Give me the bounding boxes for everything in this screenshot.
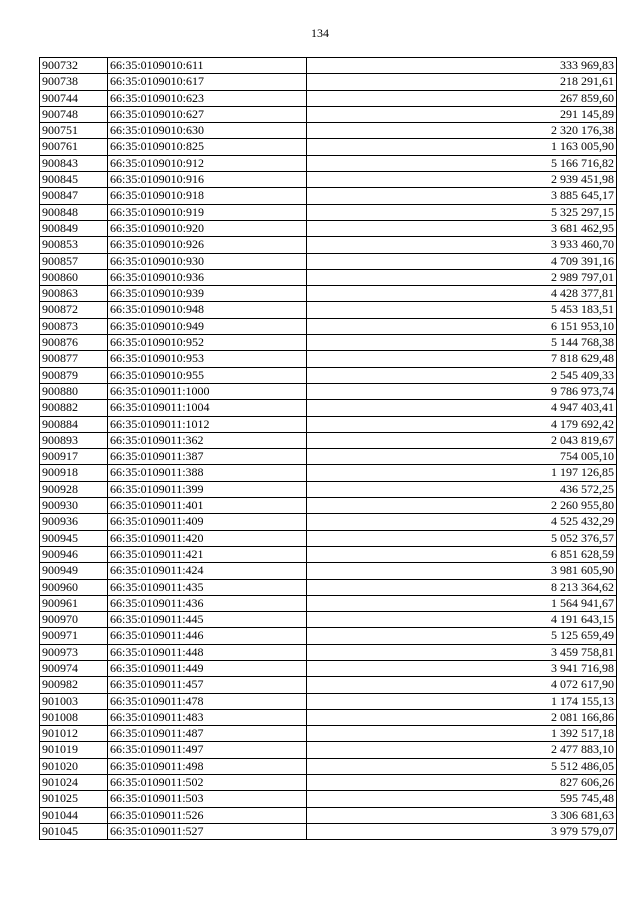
cadastral-number-cell: 66:35:0109011:409 [108, 514, 307, 530]
table-row [40, 481, 617, 497]
cadastral-number-cell: 66:35:0109011:435 [108, 579, 307, 595]
cadastral-number-cell: 66:35:0109010:955 [108, 367, 307, 383]
cadastral-number-cell: 66:35:0109011:457 [108, 677, 307, 693]
table-row [40, 775, 617, 791]
table-row [40, 465, 617, 481]
cadastral-number-cell: 66:35:0109011:526 [108, 807, 307, 823]
object-id-cell: 900847 [40, 188, 108, 204]
object-id-cell: 900761 [40, 139, 108, 155]
object-id-cell: 900970 [40, 612, 108, 628]
table-row [40, 498, 617, 514]
cadastral-value-cell: 2 477 883,10 [307, 742, 617, 758]
table-row [40, 546, 617, 562]
cadastral-value-cell: 4 072 617,90 [307, 677, 617, 693]
cadastral-value-cell: 1 163 005,90 [307, 139, 617, 155]
cadastral-value-cell: 2 989 797,01 [307, 269, 617, 285]
cadastral-number-cell: 66:35:0109010:617 [108, 74, 307, 90]
object-id-cell: 900873 [40, 318, 108, 334]
table-row [40, 269, 617, 285]
cadastral-value-cell: 8 213 364,62 [307, 579, 617, 595]
object-id-cell: 901020 [40, 758, 108, 774]
object-id-cell: 900876 [40, 335, 108, 351]
cadastral-number-cell: 66:35:0109011:449 [108, 660, 307, 676]
table-row [40, 742, 617, 758]
cadastral-number-cell: 66:35:0109011:388 [108, 465, 307, 481]
object-id-cell: 900982 [40, 677, 108, 693]
object-id-cell: 900884 [40, 416, 108, 432]
cadastral-value-cell: 4 525 432,29 [307, 514, 617, 530]
cadastral-value-cell: 4 191 643,15 [307, 612, 617, 628]
table-row [40, 253, 617, 269]
cadastral-value-cell: 2 320 176,38 [307, 123, 617, 139]
object-id-cell: 900936 [40, 514, 108, 530]
object-id-cell: 900732 [40, 58, 108, 74]
cadastral-number-cell: 66:35:0109010:916 [108, 172, 307, 188]
cadastral-number-cell: 66:35:0109010:627 [108, 106, 307, 122]
object-id-cell: 900918 [40, 465, 108, 481]
table-row [40, 644, 617, 660]
object-id-cell: 900748 [40, 106, 108, 122]
object-id-cell: 900973 [40, 644, 108, 660]
cadastral-value-cell: 2 939 451,98 [307, 172, 617, 188]
table-row [40, 530, 617, 546]
object-id-cell: 900949 [40, 563, 108, 579]
table-row [40, 823, 617, 839]
object-id-cell: 900853 [40, 237, 108, 253]
cadastral-value-cell: 595 745,48 [307, 791, 617, 807]
cadastral-number-cell: 66:35:0109010:939 [108, 286, 307, 302]
object-id-cell: 900860 [40, 269, 108, 285]
cadastral-value-cell: 1 197 126,85 [307, 465, 617, 481]
cadastral-number-cell: 66:35:0109011:436 [108, 595, 307, 611]
cadastral-value-cell: 267 859,60 [307, 90, 617, 106]
object-id-cell: 900751 [40, 123, 108, 139]
cadastral-value-cell: 1 174 155,13 [307, 693, 617, 709]
object-id-cell: 900843 [40, 155, 108, 171]
table-row [40, 318, 617, 334]
table-row [40, 188, 617, 204]
cadastral-number-cell: 66:35:0109011:497 [108, 742, 307, 758]
cadastral-value-cell: 2 081 166,86 [307, 709, 617, 725]
object-id-cell: 900877 [40, 351, 108, 367]
object-id-cell: 900945 [40, 530, 108, 546]
cadastral-number-cell: 66:35:0109010:623 [108, 90, 307, 106]
cadastral-number-cell: 66:35:0109011:502 [108, 775, 307, 791]
table-row [40, 367, 617, 383]
cadastral-value-cell: 1 392 517,18 [307, 726, 617, 742]
cadastral-value-cell: 3 981 605,90 [307, 563, 617, 579]
cadastral-number-cell: 66:35:0109011:478 [108, 693, 307, 709]
cadastral-number-cell: 66:35:0109010:953 [108, 351, 307, 367]
cadastral-number-cell: 66:35:0109011:1004 [108, 400, 307, 416]
cadastral-number-cell: 66:35:0109011:399 [108, 481, 307, 497]
table-row [40, 677, 617, 693]
object-id-cell: 900917 [40, 449, 108, 465]
object-id-cell: 900744 [40, 90, 108, 106]
table-row [40, 758, 617, 774]
cadastral-number-cell: 66:35:0109011:421 [108, 546, 307, 562]
cadastral-value-cell: 6 851 628,59 [307, 546, 617, 562]
cadastral-number-cell: 66:35:0109011:527 [108, 823, 307, 839]
table-row [40, 383, 617, 399]
cadastral-value-cell: 3 941 716,98 [307, 660, 617, 676]
cadastral-number-cell: 66:35:0109010:918 [108, 188, 307, 204]
table-row [40, 693, 617, 709]
table-row [40, 628, 617, 644]
object-id-cell: 901045 [40, 823, 108, 839]
object-id-cell: 900872 [40, 302, 108, 318]
object-id-cell: 900848 [40, 204, 108, 220]
cadastral-value-cell: 5 512 486,05 [307, 758, 617, 774]
cadastral-number-cell: 66:35:0109011:387 [108, 449, 307, 465]
cadastral-number-cell: 66:35:0109011:1012 [108, 416, 307, 432]
cadastral-value-cell: 3 459 758,81 [307, 644, 617, 660]
table-row [40, 400, 617, 416]
cadastral-number-cell: 66:35:0109010:630 [108, 123, 307, 139]
cadastral-value-cell: 827 606,26 [307, 775, 617, 791]
object-id-cell: 901025 [40, 791, 108, 807]
cadastral-value-cell: 4 709 391,16 [307, 253, 617, 269]
cadastral-number-cell: 66:35:0109011:1000 [108, 383, 307, 399]
cadastral-value-cell: 333 969,83 [307, 58, 617, 74]
cadastral-value-cell: 6 151 953,10 [307, 318, 617, 334]
cadastral-value-cell: 3 933 460,70 [307, 237, 617, 253]
table-row [40, 123, 617, 139]
object-id-cell: 900893 [40, 432, 108, 448]
object-id-cell: 900961 [40, 595, 108, 611]
cadastral-number-cell: 66:35:0109010:926 [108, 237, 307, 253]
cadastral-value-cell: 2 043 819,67 [307, 432, 617, 448]
cadastral-number-cell: 66:35:0109011:503 [108, 791, 307, 807]
cadastral-value-cell: 291 145,89 [307, 106, 617, 122]
object-id-cell: 900971 [40, 628, 108, 644]
object-id-cell: 900845 [40, 172, 108, 188]
object-id-cell: 900974 [40, 660, 108, 676]
table-body [40, 58, 617, 840]
cadastral-value-cell: 436 572,25 [307, 481, 617, 497]
cadastral-number-cell: 66:35:0109010:936 [108, 269, 307, 285]
cadastral-number-cell: 66:35:0109010:611 [108, 58, 307, 74]
cadastral-value-cell: 3 306 681,63 [307, 807, 617, 823]
table-row [40, 286, 617, 302]
cadastral-value-cell: 5 052 376,57 [307, 530, 617, 546]
table-row [40, 74, 617, 90]
cadastral-number-cell: 66:35:0109011:483 [108, 709, 307, 725]
object-id-cell: 900928 [40, 481, 108, 497]
cadastral-number-cell: 66:35:0109011:424 [108, 563, 307, 579]
cadastral-number-cell: 66:35:0109010:930 [108, 253, 307, 269]
table-row [40, 432, 617, 448]
cadastral-value-cell: 9 786 973,74 [307, 383, 617, 399]
cadastral-value-cell: 5 166 716,82 [307, 155, 617, 171]
cadastral-value-table [39, 57, 617, 840]
table-row [40, 302, 617, 318]
cadastral-number-cell: 66:35:0109011:448 [108, 644, 307, 660]
cadastral-number-cell: 66:35:0109011:487 [108, 726, 307, 742]
object-id-cell: 901019 [40, 742, 108, 758]
table-row [40, 204, 617, 220]
object-id-cell: 901012 [40, 726, 108, 742]
object-id-cell: 900863 [40, 286, 108, 302]
cadastral-number-cell: 66:35:0109010:825 [108, 139, 307, 155]
cadastral-number-cell: 66:35:0109011:420 [108, 530, 307, 546]
cadastral-value-cell: 5 453 183,51 [307, 302, 617, 318]
cadastral-value-cell: 2 260 955,80 [307, 498, 617, 514]
table-row [40, 791, 617, 807]
cadastral-value-cell: 1 564 941,67 [307, 595, 617, 611]
cadastral-value-cell: 2 545 409,33 [307, 367, 617, 383]
cadastral-value-cell: 3 681 462,95 [307, 220, 617, 236]
cadastral-value-cell: 4 428 377,81 [307, 286, 617, 302]
table-row [40, 237, 617, 253]
table-row [40, 612, 617, 628]
table-row [40, 90, 617, 106]
cadastral-number-cell: 66:35:0109011:401 [108, 498, 307, 514]
object-id-cell: 900930 [40, 498, 108, 514]
page-number: 134 [311, 26, 329, 40]
cadastral-value-cell: 5 144 768,38 [307, 335, 617, 351]
cadastral-value-cell: 3 979 579,07 [307, 823, 617, 839]
table-row [40, 807, 617, 823]
cadastral-value-cell: 754 005,10 [307, 449, 617, 465]
cadastral-number-cell: 66:35:0109010:919 [108, 204, 307, 220]
cadastral-value-cell: 4 179 692,42 [307, 416, 617, 432]
table-row [40, 514, 617, 530]
cadastral-value-cell: 3 885 645,17 [307, 188, 617, 204]
table-row [40, 172, 617, 188]
cadastral-number-cell: 66:35:0109010:912 [108, 155, 307, 171]
object-id-cell: 900882 [40, 400, 108, 416]
cadastral-value-cell: 5 125 659,49 [307, 628, 617, 644]
cadastral-number-cell: 66:35:0109011:446 [108, 628, 307, 644]
cadastral-value-cell: 4 947 403,41 [307, 400, 617, 416]
table-row [40, 58, 617, 74]
cadastral-number-cell: 66:35:0109011:362 [108, 432, 307, 448]
table-row [40, 335, 617, 351]
table-row [40, 579, 617, 595]
table-row [40, 563, 617, 579]
table-row [40, 449, 617, 465]
object-id-cell: 900849 [40, 220, 108, 236]
cadastral-number-cell: 66:35:0109010:920 [108, 220, 307, 236]
table-row [40, 660, 617, 676]
object-id-cell: 901044 [40, 807, 108, 823]
cadastral-number-cell: 66:35:0109010:952 [108, 335, 307, 351]
table-row [40, 709, 617, 725]
object-id-cell: 900880 [40, 383, 108, 399]
object-id-cell: 901003 [40, 693, 108, 709]
object-id-cell: 900960 [40, 579, 108, 595]
cadastral-number-cell: 66:35:0109011:498 [108, 758, 307, 774]
cadastral-number-cell: 66:35:0109010:949 [108, 318, 307, 334]
table-row [40, 106, 617, 122]
table-row [40, 351, 617, 367]
object-id-cell: 900857 [40, 253, 108, 269]
object-id-cell: 900946 [40, 546, 108, 562]
cadastral-value-cell: 218 291,61 [307, 74, 617, 90]
object-id-cell: 900879 [40, 367, 108, 383]
table-row [40, 139, 617, 155]
cadastral-number-cell: 66:35:0109011:445 [108, 612, 307, 628]
table-row [40, 595, 617, 611]
cadastral-value-cell: 5 325 297,15 [307, 204, 617, 220]
object-id-cell: 901024 [40, 775, 108, 791]
table-row [40, 726, 617, 742]
table-row [40, 416, 617, 432]
table-row [40, 220, 617, 236]
table-row [40, 155, 617, 171]
object-id-cell: 900738 [40, 74, 108, 90]
object-id-cell: 901008 [40, 709, 108, 725]
cadastral-number-cell: 66:35:0109010:948 [108, 302, 307, 318]
cadastral-value-cell: 7 818 629,48 [307, 351, 617, 367]
